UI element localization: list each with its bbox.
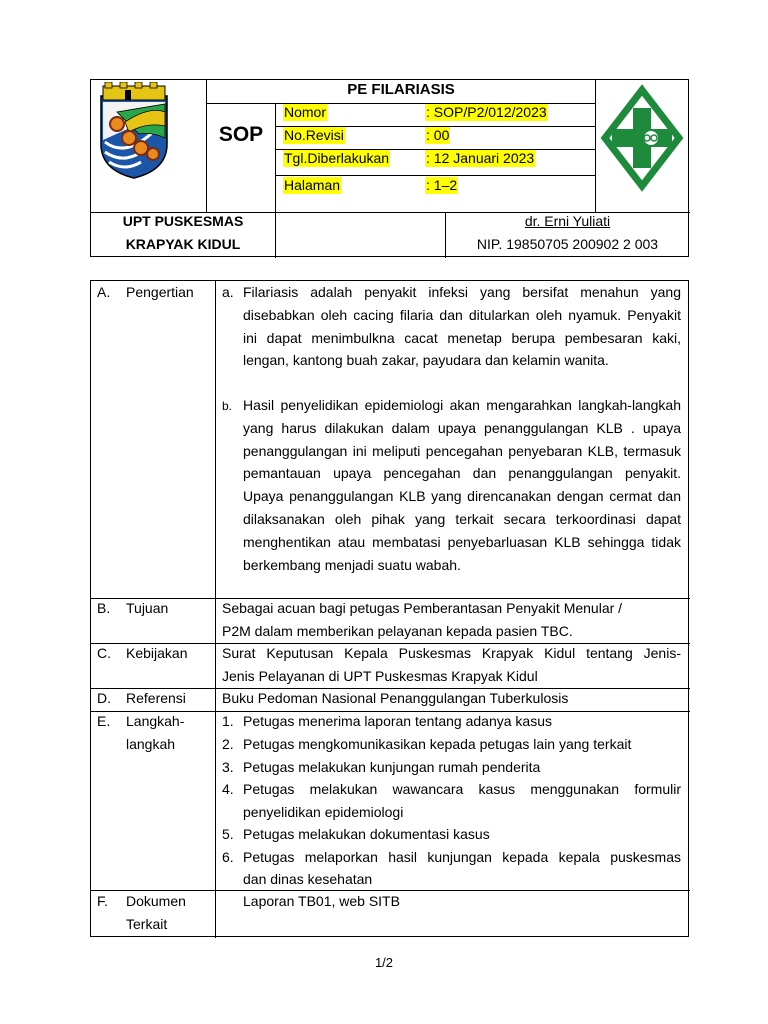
meta-value-tgl: : 12 Januari 2023 [426, 150, 535, 166]
kebijakan-line2: Jenis Pelayanan di UPT Puskesmas Krapyak Kidul [222, 668, 538, 684]
meta-value-halaman: : 1–2 [426, 177, 458, 193]
step-text: Petugas melaporkan hasil kunjungan kepada kepala puskesmas [243, 849, 681, 865]
meta-label-revisi: No.Revisi [284, 127, 344, 143]
org-name-line2: KRAPYAK KIDUL [125, 236, 241, 252]
step-text-continued: dan dinas kesehatan [243, 871, 373, 887]
section-b-letter: B. [97, 600, 111, 616]
step-text-continued: penyelidikan epidemiologi [243, 804, 404, 820]
meta-value-revisi: : 00 [426, 127, 450, 143]
dokumen-terkait-text: Laporan TB01, web SITB [243, 893, 400, 909]
section-d-letter: D. [97, 690, 111, 706]
section-e-name-line1: Langkah- [126, 713, 185, 729]
step-text: Petugas mengkomunikasikan kepada petugas lain yang terkait [243, 736, 632, 752]
city-emblem-logo [95, 82, 173, 180]
step-text: Petugas melakukan dokumentasi kasus [243, 826, 490, 842]
meta-label-nomor: Nomor [284, 104, 327, 120]
pengertian-item-b: Hasil penyelidikan epidemiologi akan mengarahkan langkah-langkah yang harus dilakukan dalam upaya penanggulangan KLB . upaya penanggulangan ini meliputi pencegahan penyebaran KLB, termasuk pemantauan upaya pencegahan dan penanggulangan penyakit. Upaya penanggulangan KLB yang direncanakan dengan cermat dan dilaksanakan oleh pihak yang terkait secara terkoordinasi dapat menghentikan atau membatasi penyebarluasan KLB sehingga tidak berkembang menjadi suatu wabah. [243, 397, 681, 573]
sop-content-table [90, 280, 689, 937]
meta-value-nomor: : SOP/P2/012/2023 [426, 104, 547, 120]
item-b-marker: b. [222, 399, 233, 413]
item-a-marker: a. [222, 284, 234, 300]
section-d-name: Referensi [126, 690, 186, 706]
tujuan-line2: P2M dalam memberikan pelayanan kepada pasien TBC. [222, 623, 573, 639]
section-c-letter: C. [97, 645, 111, 661]
page-number: 1/2 [374, 955, 394, 970]
step-text: Petugas melakukan kunjungan rumah penderita [243, 759, 541, 775]
section-e-name-line2: langkah [126, 736, 176, 752]
step-number: 4. [222, 781, 234, 797]
section-a-letter: A. [97, 284, 111, 300]
doc-type-label: SOP [218, 123, 264, 146]
meta-label-halaman: Halaman [284, 177, 341, 193]
step-number: 3. [222, 759, 234, 775]
signer-nip: NIP. 19850705 200902 2 003 [476, 236, 659, 252]
referensi-text: Buku Pedoman Nasional Penanggulangan Tuberkulosis [222, 690, 569, 706]
step-number: 6. [222, 849, 234, 865]
section-e-letter: E. [97, 713, 111, 729]
meta-label-tgl: Tgl.Diberlakukan [284, 150, 390, 166]
signer-name: dr. Erni Yuliati [524, 213, 611, 229]
step-number: 2. [222, 736, 234, 752]
puskesmas-logo [599, 84, 685, 192]
step-number: 5. [222, 826, 234, 842]
section-f-name-line2: Terkait [126, 916, 168, 932]
sop-header-table [90, 79, 689, 257]
section-b-name: Tujuan [126, 600, 169, 616]
step-number: 1. [222, 713, 234, 729]
section-f-letter: F. [97, 893, 108, 909]
org-name-line1: UPT PUSKESMAS [122, 213, 244, 229]
section-a-name: Pengertian [126, 284, 194, 300]
section-c-name: Kebijakan [126, 645, 188, 661]
pengertian-item-a: Filariasis adalah penyakit infeksi yang bersifat menahun yang disebabkan oleh cacing filaria dan ditularkan oleh nyamuk. Penyakit ini dapat menimbulkna cacat menetap berupa pembesaran kaki, lengan, kantong buah zakar, payudara dan kelamin wanita. [243, 284, 681, 369]
document-title: PE FILARIASIS [347, 81, 455, 98]
kebijakan-line1: Surat Keputusan Kepala Puskesmas Krapyak Kidul tentang Jenis- [222, 645, 681, 661]
tujuan-line1: Sebagai acuan bagi petugas Pemberantasan Penyakit Menular / [222, 600, 623, 616]
step-text: Petugas menerima laporan tentang adanya kasus [243, 713, 552, 729]
step-text: Petugas melakukan wawancara kasus menggunakan formulir [243, 781, 681, 797]
section-f-name-line1: Dokumen [126, 893, 186, 909]
